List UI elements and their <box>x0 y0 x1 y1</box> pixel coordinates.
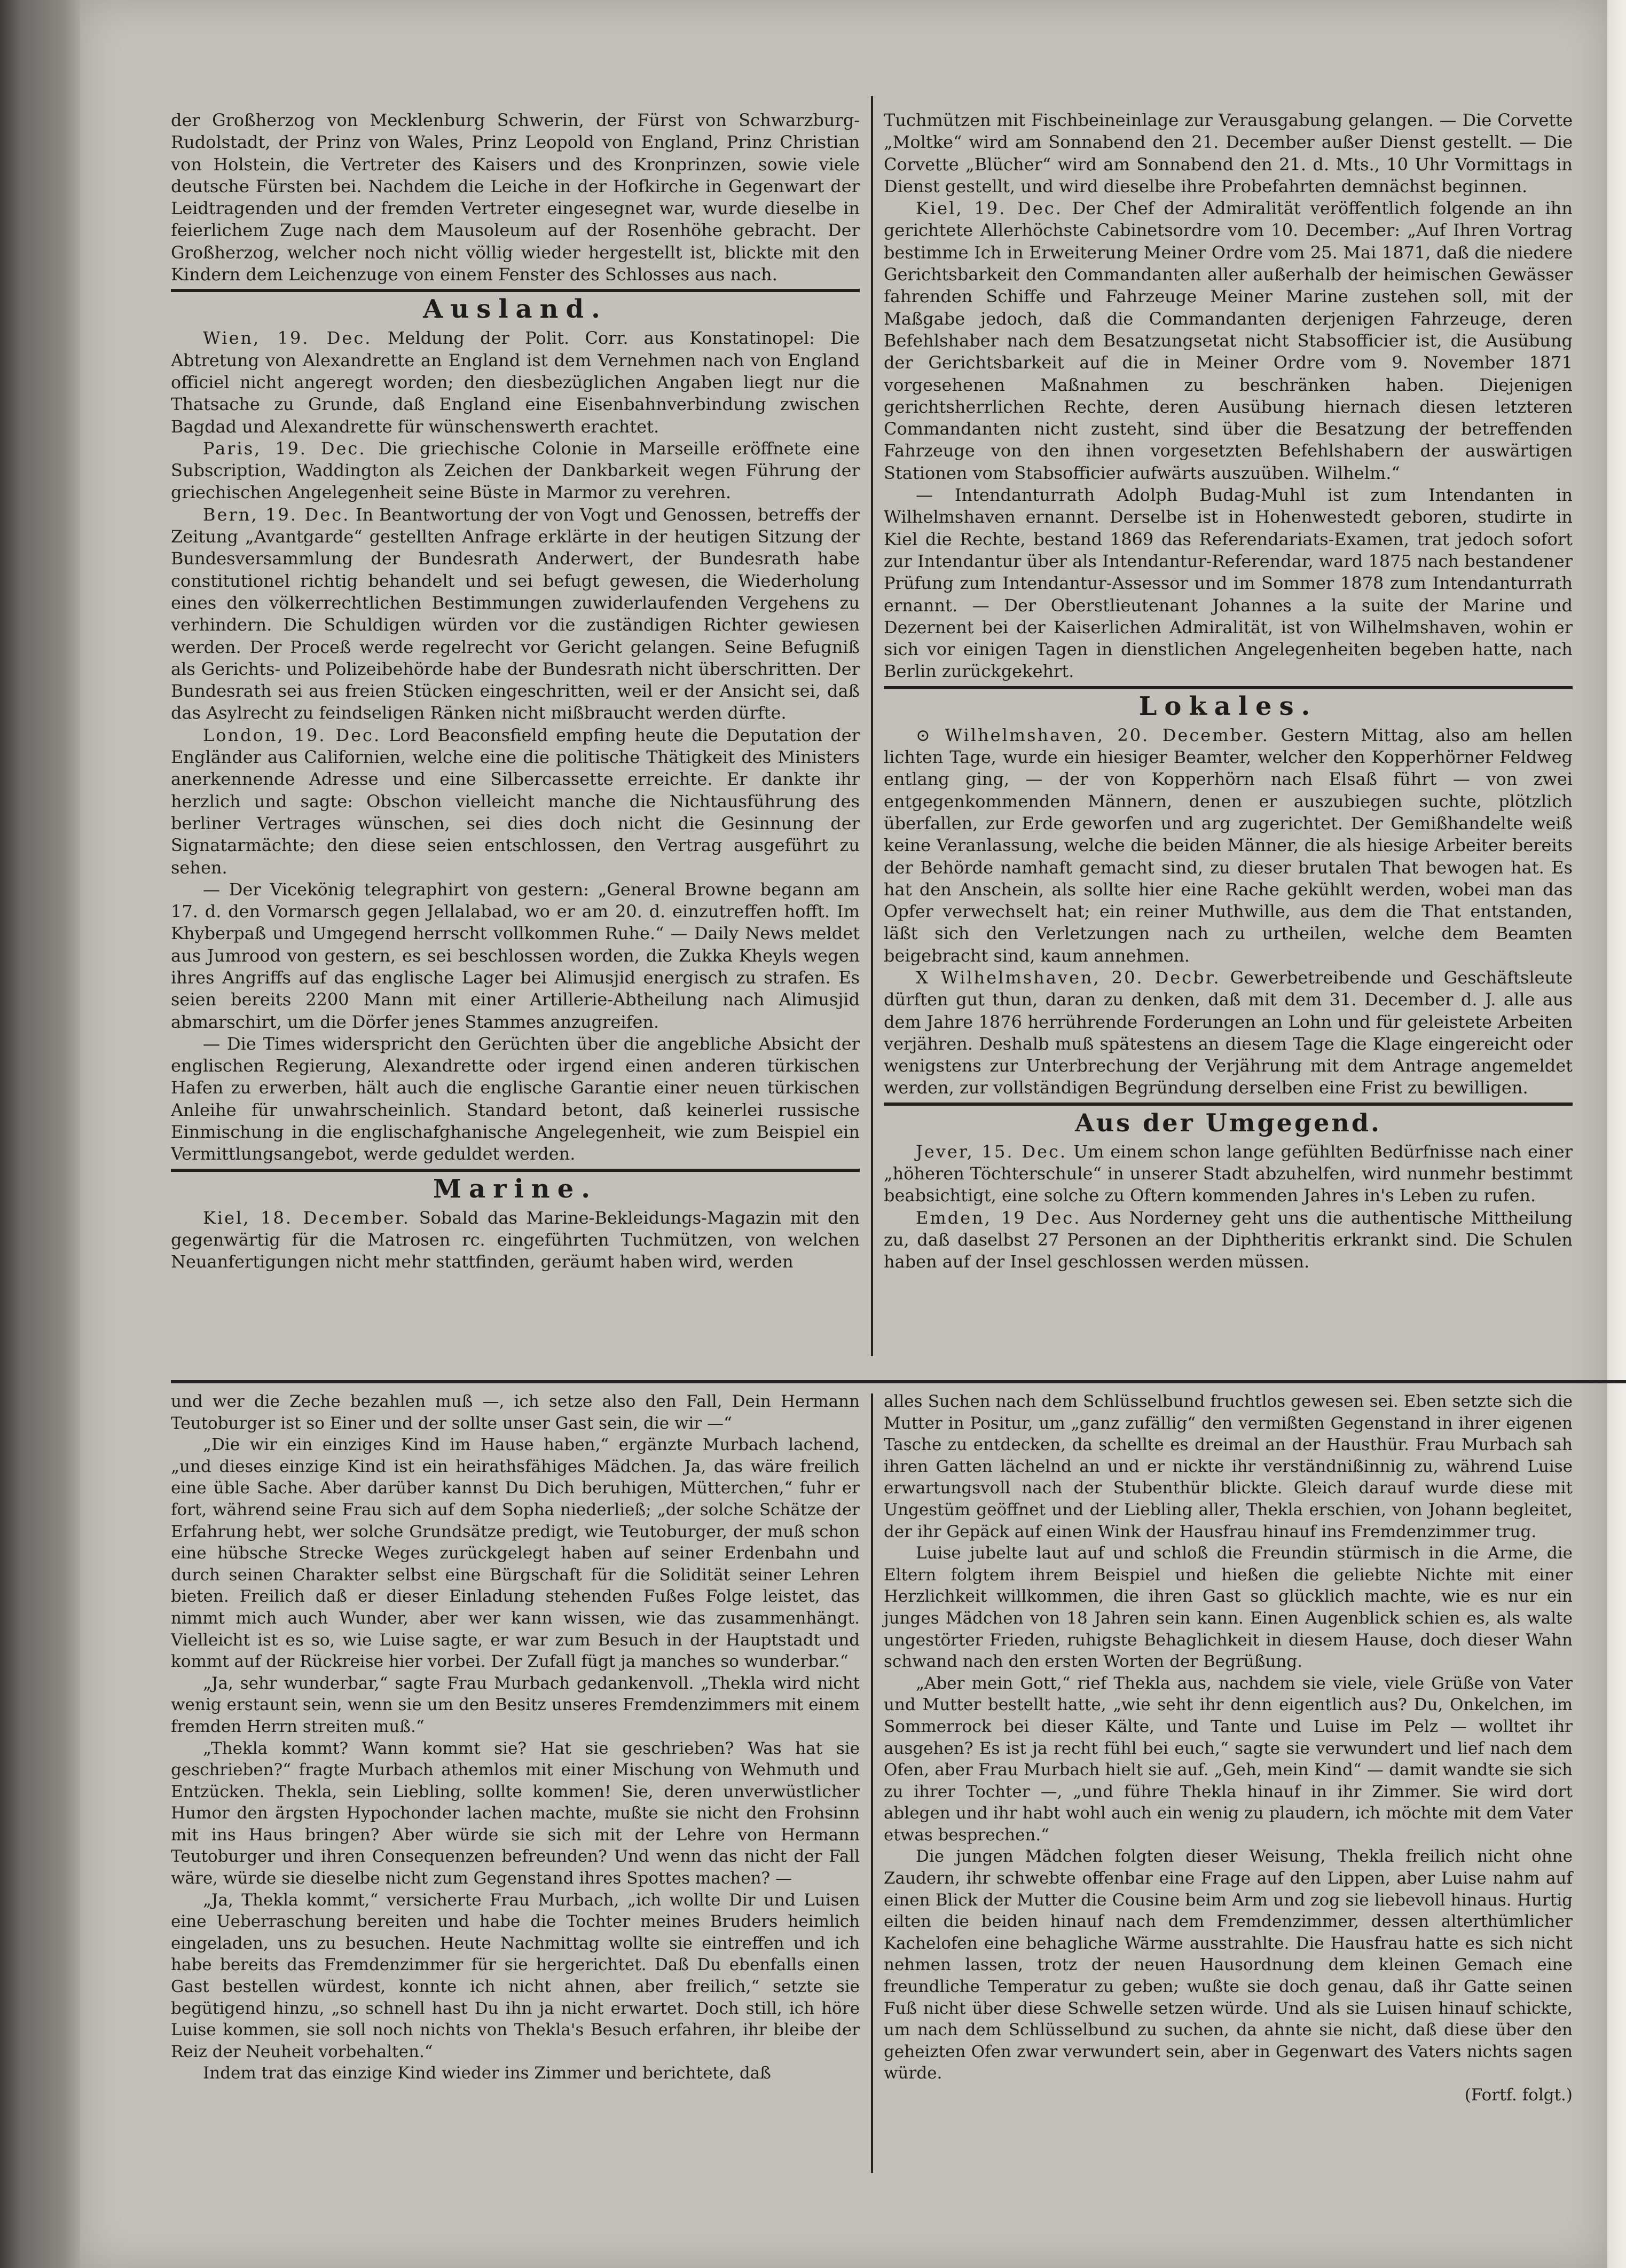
dateline: Wien, 19. Dec. <box>203 328 372 349</box>
news-column-right <box>884 109 1573 1273</box>
feuilleton-divider <box>171 1380 1626 1383</box>
news-item: Bern, 19. Dec. In Beantwortung der von Vogt und Genossen, betreffs der Zeitung „Avantgarde“ gestellten Anfrage erklärte in der heutigen Sitzung der Bundesversammlung der Bundesrath Anderwert, der Bundesrath habe constitutionel richtig behandelt und sei befugt gewesen, die Wiederholung eines den völkerrechtlichen Bestimmungen zuwiderlaufenden Vergehens zu verhindern. Die Schuldigen würden vor die zuständigen Richter gewiesen werden. Der Proceß werde regelrecht vor Gericht gelangen. Seine Befugniß als Gerichts- und Polizeibehörde habe der Bundesrath nicht überschritten. Der Bundesrath sei aus freien Stücken eingeschritten, weil er der Ansicht sei, daß das Asylrecht zu feindseligen Ränken nicht mißbraucht werden dürfte. <box>171 504 860 723</box>
paragraph: Tuchmützen mit Fischbeineinlage zur Verausgabung gelangen. — Die Corvette „Moltke“ wird am Sonnabend den 21. December außer Dienst gestellt. — Die Corvette „Blücher“ wird am Sonnabend den 21. d. Mts., 10 Uhr Vormittags in Dienst gestellt, und wird dieselbe ihre Probefahrten demnächst beginnen. <box>884 110 1573 196</box>
column-rule-bottom <box>871 1393 873 2173</box>
dateline: Kiel, 18. December. <box>203 1207 410 1228</box>
section-heading-marine: Marine. <box>171 1169 860 1203</box>
newspaper-page <box>80 0 1607 2268</box>
dateline: Paris, 19. Dec. <box>203 438 366 459</box>
news-item: Emden, 19 Dec. Aus Norderney geht uns die authentische Mittheilung zu, daß daselbst 27 Personen an der Diphtheritis erkrankt sind. Die Schulen haben auf der Insel geschlossen werden müssen. <box>884 1207 1573 1272</box>
news-item: — Intendanturrath Adolph Budag-Muhl ist zum Intendanten in Wilhelmshaven ernannt. Derselbe ist in Hohenwestedt geboren, studirte in Kiel die Rechte, bestand 1869 das Referendariats-Examen, trat jedoch sofort zur Intendantur über als Intendantur-Referendar, ward 1875 nach bestandener Prüfung zum Intendantur-Assessor und im Sommer 1878 zum Intendanturrath ernannt. — Der Oberstlieutenant Johannes a la suite der Marine und Dezernent bei der Kaiserlichen Admiralität, ist von Wilhelmshaven, wohin er sich vor einigen Tagen in dienstlichen Angelegenheiten begeben hatte, nach Berlin zurückgekehrt. <box>884 485 1573 682</box>
dateline: Emden, 19 Dec. <box>916 1207 1081 1228</box>
dateline: X Wilhelmshaven, 20. Decbr. <box>916 967 1221 988</box>
story-paragraph: „Thekla kommt? Wann kommt sie? Hat sie geschrieben? Was hat sie geschrieben?“ fragte Murbach athemlos mit einer Mischung von Wehmuth und Entzücken. Thekla, sein Liebling, sollte kommen! Sie, deren unverwüstlicher Humor den ärgsten Hypochonder lachen machte, mußte sie nicht den Frohsinn mit ins Haus bringen? Aber würde sie sich mit der Lehre von Hermann Teutoburger und ihren Consequenzen befreunden? Und wenn das nicht der Fall wäre, würde sie dieselbe nicht zum Gegenstand ihres Spottes machen? — <box>171 1738 860 1888</box>
section-heading-ausland: Ausland. <box>171 289 860 323</box>
news-item: — Die Times widerspricht den Gerüchten über die angebliche Absicht der englischen Regierung, Alexandrette oder irgend einen anderen türkischen Hafen zu erwerben, hält auch die englische Garantie einer neuen türkischen Anleihe für unwahrscheinlich. Standard betont, daß keinerlei russische Einmischung in die englischafghanische Angelegenheit, wie zum Beispiel ein Vermittlungsangebot, werde geduldet werden. <box>171 1033 860 1164</box>
story-paragraph: Die jungen Mädchen folgten dieser Weisung, Thekla freilich nicht ohne Zaudern, ihr schwebte offenbar eine Frage auf den Lippen, aber Luise nahm auf einen Blick der Mutter die Cousine beim Arm und zog sie liebevoll hinaus. Hurtig eilten die beiden hinauf nach dem Fremdenzimmer, dessen alterthümlicher Kachelofen eine behagliche Wärme ausstrahlte. Die Hausfrau hatte es sich nicht nehmen lassen, trotz der neuen Hausordnung dem kleinen Gemach eine freundliche Temperatur zu geben; wußte sie doch genau, daß ihr Gatte seinen Fuß nicht über diese Schwelle setzen würde. Und als sie Luisen hinauf schickte, um nach dem Schlüsselbund zu suchen, da ahnte sie nicht, daß diese über den geheizten Ofen zwar verwundert sein, aber in Gegenwart des Vaters nichts sagen würde. <box>884 1847 1573 2083</box>
story-paragraph: Luise jubelte laut auf und schloß die Freundin stürmisch in die Arme, die Eltern folgtem ihrem Beispiel und hießen die geliebte Nichte mit einer Herzlichkeit willkommen, die ihren Gast so glücklich machte, wie es nur ein junges Mädchen von 18 Jahren sein kann. Einen Augenblick schien es, als walte ungestörter Frieden, ruhigste Behaglichkeit in diesem Hause, doch dieser Wahn schwand nach den ersten Worten der Begrüßung. <box>884 1544 1573 1672</box>
dateline: Bern, 19. Dec. <box>203 504 350 525</box>
news-item: Paris, 19. Dec. Die griechische Colonie in Marseille eröffnete eine Subscription, Waddington als Zeichen der Dankbarkeit wegen Führung der griechischen Angelegenheit seine Büste in Marmor zu verehren. <box>171 438 860 503</box>
paragraph: der Großherzog von Mecklenburg Schwerin, der Fürst von Schwarzburg-Rudolstadt, der Prinz von Wales, Prinz Leopold von England, Prinz Christian von Holstein, die Vertreter des Kaisers und des Kronprinzen, sowie viele deutsche Fürsten bei. Nachdem die Leiche in der Hofkirche in Gegenwart der Leidtragenden und der fremden Vertreter eingesegnet war, wurde dieselbe in feierlichem Zuge nach dem Mausoleum auf der Rosenhöhe gebracht. Der Großherzog, welcher noch nicht völlig wieder hergestellt ist, blickte mit den Kindern dem Leichenzuge von einem Fenster des Schlosses aus nach. <box>171 110 860 285</box>
news-item: Kiel, 18. December. Sobald das Marine-Bekleidungs-Magazin mit den gegenwärtig für die Matrosen rc. eingeführten Tuchmützen, von welchen Neuanfertigungen nicht mehr stattfinden, geräumt haben wird, werden <box>171 1207 860 1272</box>
news-item: Jever, 15. Dec. Um einem schon lange gefühlten Bedürfnisse nach einer „höheren Töchterschule“ in unserer Stadt abzuhelfen, wird nunmehr bestimmt beabsichtigt, eine solche zu Oftern kommenden Jahres in's Leben zu rufen. <box>884 1141 1573 1206</box>
dateline: London, 19. Dec. <box>203 724 381 745</box>
news-item: ⊙ Wilhelmshaven, 20. December. Gestern Mittag, also am hellen lichten Tage, wurde ein hiesiger Beamter, welcher den Kopperhörner Feldweg entlang ging, — der von Kopperhörn nach Elsaß führt — von zwei entgegenkommenden Männern, denen er auszubiegen suchte, plötzlich überfallen, zur Erde geworfen und arg zugerichtet. Der Gemißhandelte weiß keine Veranlassung, welche die beiden Männer, die als hiesige Arbeiter bereits der Behörde namhaft gemacht sind, zu dieser brutalen That bewogen hat. Es hat den Anschein, als sollte hier eine Rache gekühlt werden, wobei man das Opfer verwechselt hat; ein reiner Muthwille, aus dem die That entstanden, läßt sich den Verletzungen nach zu urtheilen, welche dem Beamten beigebracht sind, kaum annehmen. <box>884 724 1573 966</box>
dateline: Jever, 15. Dec. <box>916 1141 1067 1162</box>
section-heading-umgegend: Aus der Umgegend. <box>884 1102 1573 1137</box>
story-paragraph: Indem trat das einzige Kind wieder ins Zimmer und berichtete, daß <box>203 2064 771 2083</box>
story-paragraph: und wer die Zeche bezahlen muß —, ich setze also den Fall, Dein Hermann Teutoburger ist so Einer und der sollte unser Gast sein, die wir —“ <box>171 1392 860 1433</box>
news-item: London, 19. Dec. Lord Beaconsfield empfing heute die Deputation der Engländer aus Californien, welche eine die politische Thätigkeit des Ministers anerkennende Adresse und eine Silbercassette erreichte. Er dankte ihr herzlich und sagte: Obschon vielleicht manche die Nichtausführung des berliner Vertrages wünschen, sei dies doch nicht die Gesinnung der Signatarmächte; den diese seien entschlossen, den Vertrag ausgeführt zu sehen. <box>171 724 860 878</box>
section-heading-lokales: Lokales. <box>884 686 1573 720</box>
column-rule-top <box>871 96 873 1356</box>
news-item: X Wilhelmshaven, 20. Decbr. Gewerbetreibende und Geschäftsleute dürften gut thun, daran zu denken, daß mit dem 31. December d. J. alle aus dem Jahre 1876 herrührende Forderungen an Lohn und für geleistete Arbeiten verjähren. Deshalb muß spätestens an diesem Tage die Klage eingereicht oder wenigstens zur Unterbrechung der Verjährung mit dem Antrage angemeldet werden, zur vollständigen Begründung derselben eine Frist zu bewilligen. <box>884 967 1573 1098</box>
feuilleton-column-right <box>884 1391 1573 2106</box>
news-item: — Der Vicekönig telegraphirt von gestern: „General Browne begann am 17. d. den Vormarsch gegen Jellalabad, wo er am 20. d. einzutreffen hofft. Im Khyberpaß und Umgegend herrscht vollkommen Ruhe.“ — Daily News meldet aus Jumrood von gestern, es sei beschlossen worden, die Zukka Kheyls wegen ihres Angriffs auf das englische Lager bei Alimusjid energisch zu strafen. Es seien bereits 2200 Mann mit einer Artillerie-Abtheilung nach Alimusjid abmarschirt, um die Dörfer jenes Stammes anzugreifen. <box>171 879 860 1032</box>
news-item: Kiel, 19. Dec. Der Chef der Admiralität veröffentlich folgende an ihn gerichtete Allerhöchste Cabinetsordre vom 10. December: „Auf Ihren Vortrag bestimme Ich in Erweiterung Meiner Ordre vom 25. Mai 1871, daß die niedere Gerichtsbarkeit den Commandanten aller außerhalb der heimischen Gewässer fahrenden Schiffe und Fahrzeuge Meiner Marine zustehen soll, mit der Maßgabe jedoch, daß die Commandanten derjenigen Fahrzeuge, deren Befehlshaber nach dem Besatzungsetat nicht Stabsofficier ist, die Ausübung der Gerichtsbarkeit auf die in Meiner Ordre vom 9. November 1871 vorgesehenen Maßnahmen zu beschränken haben. Diejenigen gerichtsherrlichen Rechte, deren Ausübung hiernach diesen letzteren Commandanten nicht zusteht, sind über die Besatzung der betreffenden Fahrzeuge von den ihnen vorgesetzten Befehlshabern der auswärtigen Stationen vom Stabsofficier aufwärts auszuüben. Wilhelm.“ <box>884 198 1573 483</box>
story-paragraph: alles Suchen nach dem Schlüsselbund fruchtlos gewesen sei. Eben setzte sich die Mutter in Positur, um „ganz zufällig“ den vermißten Gegenstand in ihrer eigenen Tasche zu entdecken, da schellte es dreimal an der Hausthür. Frau Murbach sah ihren Gatten lächelnd an und er nickte ihr verständnißinnig zu, während Luise erwartungsvoll nach der Stubenthür blickte. Gleich darauf wurde diese mit Ungestüm geöffnet und der Liebling aller, Thekla erschien, von Johann begleitet, der ihr Gepäck auf einen Wink der Hausfrau hinauf ins Fremdenzimmer trug. <box>884 1392 1573 1541</box>
news-column-left <box>171 109 860 1273</box>
story-paragraph: „Ja, Thekla kommt,“ versicherte Frau Murbach, „ich wollte Dir und Luisen eine Ueberraschung bereiten und habe die Tochter meines Bruders heimlich eingeladen, uns zu besuchen. Heute Nachmittag wollte sie eintreffen und ich habe bereits das Fremdenzimmer für sie hergerichtet. Daß Du ebenfalls einen Gast bestellen würdest, konnte ich nicht ahnen, aber freilich,“ setzte sie begütigend hinzu, „so schnell hast Du ihn ja nicht erwartet. Doch still, ich höre Luise kommen, sie soll noch nichts von Thekla's Besuch erfahren, ihr bleibe der Reiz der Neuheit vorbehalten.“ <box>171 1890 860 2061</box>
dateline: ⊙ Wilhelmshaven, 20. December. <box>916 724 1269 745</box>
story-paragraph: „Die wir ein einziges Kind im Hause haben,“ ergänzte Murbach lachend, „und dieses einzige Kind ist ein heirathsfähiges Mädchen. Ja, das wäre freilich eine üble Sache. Aber darüber kannst Du Dich beruhigen, Mütterchen,“ fuhr er fort, während seine Frau sich auf dem Sopha niederließ; „der solche Schätze der Erfahrung hebt, wer solche Grundsätze predigt, wie Teutoburger, der muß schon eine hübsche Strecke Weges zurückgelegt haben auf seiner Erdenbahn und durch seinen Charakter selbst eine Bürgschaft für die Solidität seiner Lehren bieten. Freilich daß er dieser Einladung stehenden Fußes Folge leistet, das nimmt mich auch Wunder, aber wer kann wissen, wie das zusammenhängt. Vielleicht ist es so, wie Luise sagte, er war zum Besuch in der Hauptstadt und kommt auf der Rückreise hier vorbei. Der Zufall fügt ja manches so wunderbar.“ <box>171 1435 860 1672</box>
continuation-note: (Fortf. folgt.) <box>1464 2085 1573 2105</box>
dateline: Kiel, 19. Dec. <box>916 198 1063 219</box>
story-paragraph: „Aber mein Gott,“ rief Thekla aus, nachdem sie viele, viele Grüße von Vater und Mutter bestellt hatte, „wie seht ihr denn eigentlich aus? Du, Onkelchen, im Sommerrock bei dieser Kälte, und Tante und Luise im Pelz — wolltet ihr ausgehen? Es ist ja recht fühl bei euch,“ sagte sie verwundert und lief nach dem Ofen, aber Frau Murbach hielt sie auf. „Geh, mein Kind“ — damit wandte sie sich zu ihrer Tochter —, „und führe Thekla hinauf in ihr Zimmer. Sie wird dort ablegen und ihr habt wohl auch ein wenig zu plaudern, ich möchte mit dem Vater etwas besprechen.“ <box>884 1673 1573 1845</box>
story-paragraph: „Ja, sehr wunderbar,“ sagte Frau Murbach gedankenvoll. „Thekla wird nicht wenig erstaunt sein, wenn sie um den Besitz unseres Fremdenzimmers mit einem fremden Herrn streiten muß.“ <box>171 1673 860 1736</box>
feuilleton-column-left <box>171 1391 860 2084</box>
news-item: Wien, 19. Dec. Meldung der Polit. Corr. aus Konstatinopel: Die Abtretung von Alexandrette an England ist dem Vernehmen nach von England officiel nicht angeregt worden; den diesbezüglichen Angaben liegt nur die Thatsache zu Grunde, daß England eine Eisenbahnverbindung zwischen Bagdad und Alexandrette für wünschenswerth erachtet. <box>171 328 860 437</box>
